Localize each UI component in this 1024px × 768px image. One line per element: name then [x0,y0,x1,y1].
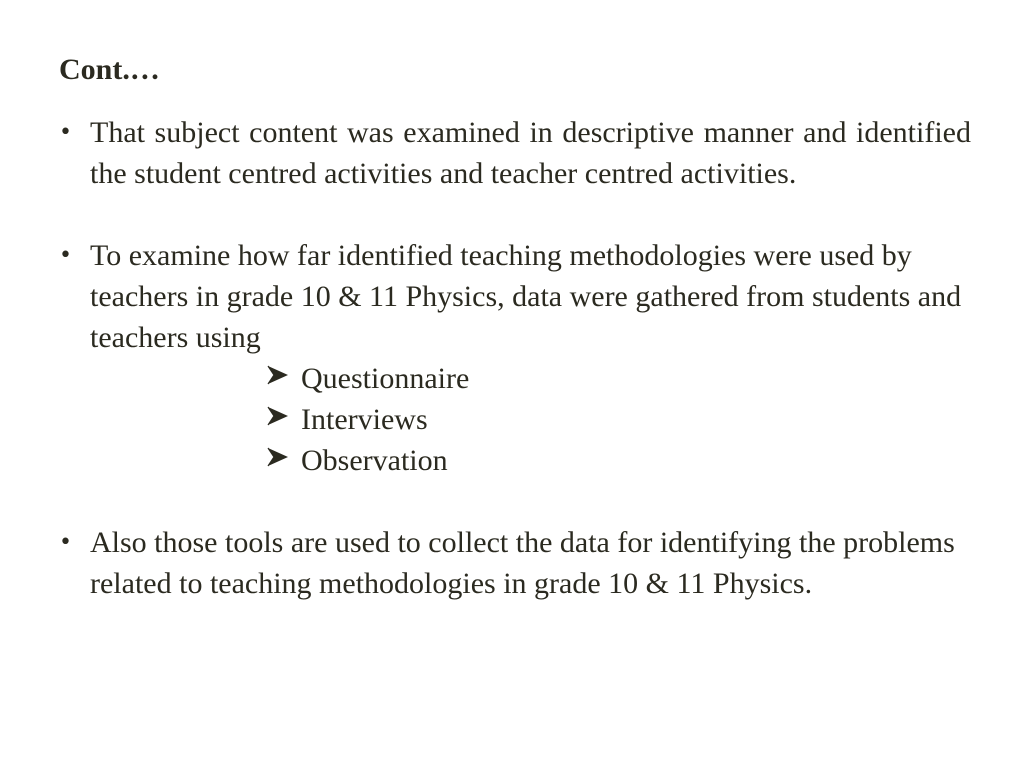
bullet-item [59,522,971,604]
method-item [266,358,971,399]
method-label: Observation [301,444,448,477]
methods-list [90,358,971,481]
bullet-dot-icon: • [59,243,72,268]
arrowhead-bullet-icon [266,363,290,387]
bullet-dot-icon: • [59,530,72,555]
method-item [266,440,971,481]
bullet-item [59,235,971,481]
spacer [59,194,971,235]
bullet-text: That subject content was examined in descriptive manner and identified the student centred activities and teacher centred activities. [90,116,971,190]
method-label: Questionnaire [301,362,470,395]
arrowhead-bullet-icon [266,445,290,469]
method-item [266,399,971,440]
method-label: Interviews [301,403,428,436]
slide-title: Cont.… [59,53,160,86]
bullet-dot-icon: • [59,120,72,145]
bullet-text: To examine how far identified teaching methodologies were used by teachers in grade 10 & 11 Physics, data were gathered from students and teachers using [90,239,962,354]
spacer [59,481,971,522]
arrowhead-bullet-icon [266,404,290,428]
bullet-item [59,112,971,194]
bullet-text: Also those tools are used to collect the data for identifying the problems related to teaching methodologies in grade 10 & 11 Physics. [90,526,955,600]
bullet-list [59,112,971,604]
